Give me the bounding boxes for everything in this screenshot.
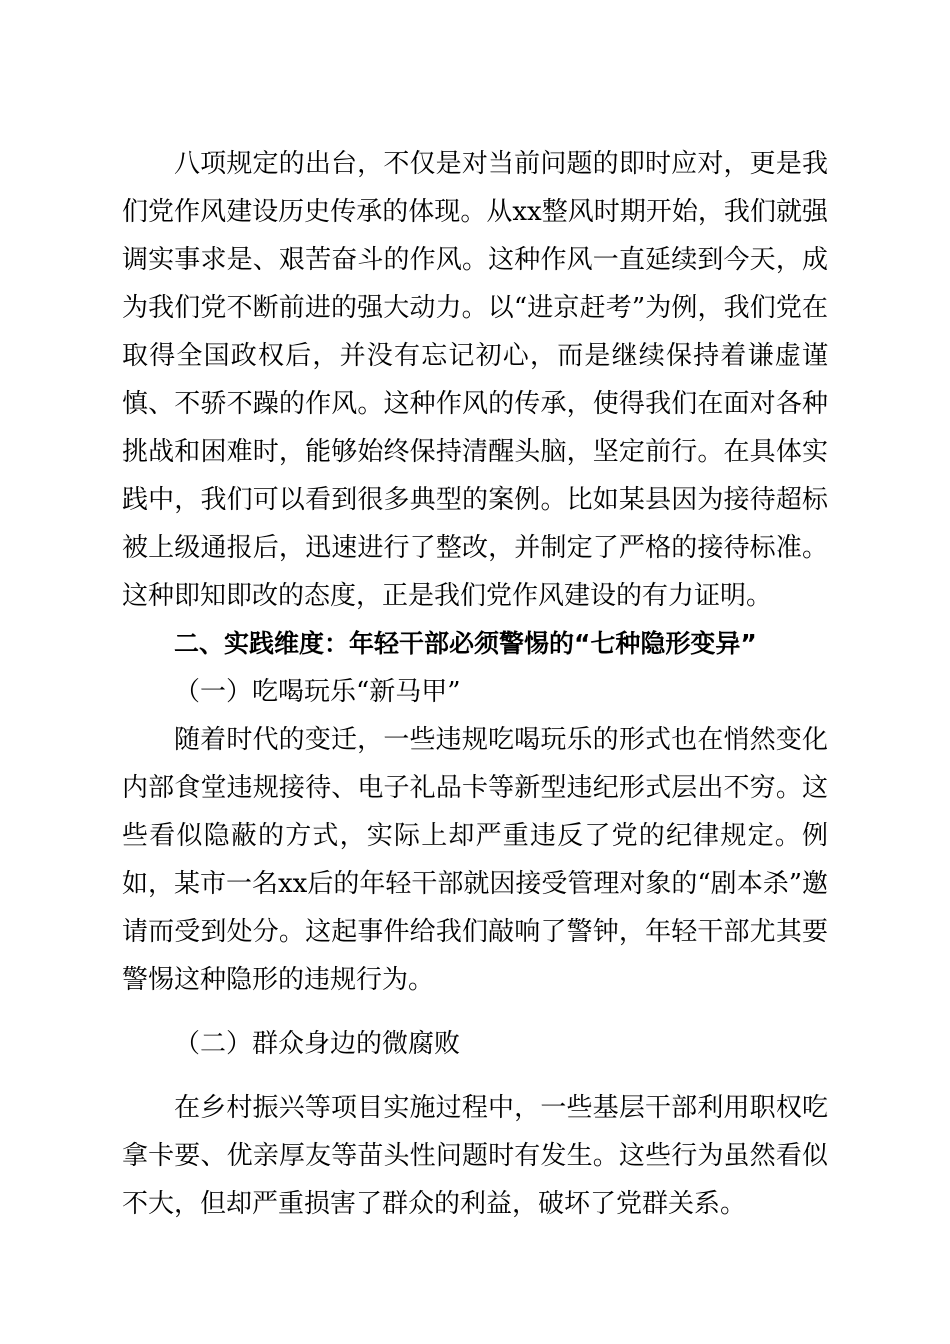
paragraph-micro-corruption: 在乡村振兴等项目实施过程中，一些基层干部利用职权吃拿卡要、优亲厚友等苗头性问题时有发生。这些行为虽然看似不大，但却严重损害了群众的利益，破坏了党群关系。	[122, 1093, 828, 1219]
paragraph-eight-rules: 八项规定的出台，不仅是对当前问题的即时应对，更是我们党作风建设历史传承的体现。从xx整风时期开始，我们就强调实事求是、艰苦奋斗的作风。这种作风一直延续到今天，成为我们党不断前进的强大动力。以“进京赶考”为例，我们党在取得全国政权后，并没有忘记初心，而是继续保持着谦虚谨慎、不骄不躁的作风。这种作风的传承，使得我们在面对各种挑战和困难时，能够始终保持清醒头脑，坚定前行。在具体实践中，我们可以看到很多典型的案例。比如某县因为接待超标被上级通报后，迅速进行了整改，并制定了严格的接待标准。这种即知即改的态度，正是我们党作风建设的有力证明。	[122, 149, 828, 611]
subsection-heading-1: （一）吃喝玩乐“新马甲”	[174, 677, 461, 707]
paragraph-new-forms: 随着时代的变迁，一些违规吃喝玩乐的形式也在悄然变化内部食堂违规接待、电子礼品卡等新型违纪形式层出不穷。这些看似隐蔽的方式，实际上却严重违反了党的纪律规定。例如，某市一名xx后的年轻干部就因接受管理对象的“剧本杀”邀请而受到处分。这起事件给我们敲响了警钟，年轻干部尤其要警惕这种隐形的违规行为。	[122, 725, 828, 995]
section-heading-practice: 二、实践维度：年轻干部必须警惕的“七种隐形变异”	[174, 629, 757, 658]
spacer	[122, 1004, 828, 1020]
subsection-heading-2: （二）群众身边的微腐败	[174, 1029, 461, 1059]
document-body	[122, 140, 828, 1228]
spacer	[122, 1068, 828, 1084]
